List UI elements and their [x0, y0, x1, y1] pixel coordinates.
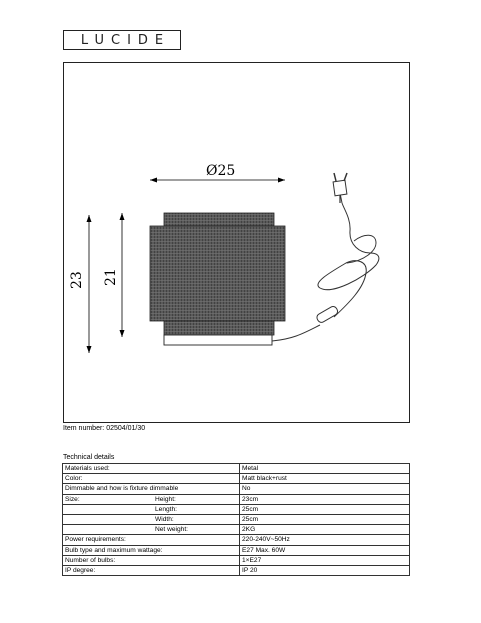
spec-sublabel: Height:	[155, 495, 176, 503]
lucide-logo: LUCIDE	[63, 30, 181, 50]
spec-value: Metal	[240, 464, 410, 474]
diameter-dimension	[150, 163, 285, 183]
spec-sublabel: Net weight:	[155, 526, 188, 534]
spec-value: 25cm	[240, 514, 410, 524]
item-number-value: 02504/01/30	[106, 425, 146, 432]
spec-label-cell	[63, 504, 240, 514]
spec-label-cell	[63, 514, 240, 524]
plug	[333, 173, 347, 203]
lamp-shade	[150, 213, 285, 345]
spec-label: Size:	[65, 495, 80, 503]
table-row	[63, 525, 410, 535]
height-total-label: 23	[69, 271, 85, 289]
spec-value: IP 20	[240, 565, 410, 575]
specs-table	[62, 463, 410, 576]
table-row	[63, 555, 410, 565]
spec-label: Dimmable and how is fixture dimmable	[65, 485, 179, 493]
spec-label: IP degree:	[65, 566, 96, 574]
spec-label: Bulb type and maximum wattage:	[65, 546, 163, 554]
spec-sublabel: Width:	[155, 516, 174, 524]
table-row	[63, 514, 410, 524]
spec-value: E27 Max. 60W	[240, 545, 410, 555]
spec-label-cell	[63, 545, 240, 555]
height-body-dimension	[103, 213, 125, 337]
product-drawing	[63, 62, 410, 423]
spec-value: 25cm	[240, 504, 410, 514]
spec-label-cell	[63, 535, 240, 545]
spec-label-cell	[63, 474, 240, 484]
table-row	[63, 565, 410, 575]
diameter-label: Ø25	[206, 163, 236, 179]
height-body-label: 21	[103, 268, 119, 286]
spec-value: 220-240V~50Hz	[240, 535, 410, 545]
spec-value: 23cm	[240, 494, 410, 504]
lamp-illustration	[64, 63, 411, 424]
item-number-label: Item number:	[63, 425, 105, 432]
spec-label-cell	[63, 565, 240, 575]
spec-label: Number of bulbs:	[65, 556, 116, 564]
spec-sublabel: Length:	[155, 505, 177, 513]
table-row	[63, 504, 410, 514]
table-row	[63, 545, 410, 555]
spec-label-cell	[63, 464, 240, 474]
spec-label: Color:	[65, 475, 83, 483]
table-row	[63, 494, 410, 504]
height-total-dimension	[69, 215, 92, 353]
spec-label: Power requirements:	[65, 536, 126, 544]
spec-label: Materials used:	[65, 465, 110, 473]
spec-label-cell	[63, 494, 240, 504]
spec-value: Matt black+rust	[240, 474, 410, 484]
item-number	[63, 425, 145, 432]
table-row	[63, 535, 410, 545]
inline-switch	[315, 305, 339, 324]
spec-value: 1×E27	[240, 555, 410, 565]
spec-label-cell	[63, 525, 240, 535]
table-row	[63, 484, 410, 494]
spec-value: 2KG	[240, 525, 410, 535]
table-row	[63, 464, 410, 474]
spec-label-cell	[63, 555, 240, 565]
technical-details-title: Technical details	[63, 454, 115, 461]
spec-value: No	[240, 484, 410, 494]
table-row	[63, 474, 410, 484]
spec-label-cell	[63, 484, 240, 494]
